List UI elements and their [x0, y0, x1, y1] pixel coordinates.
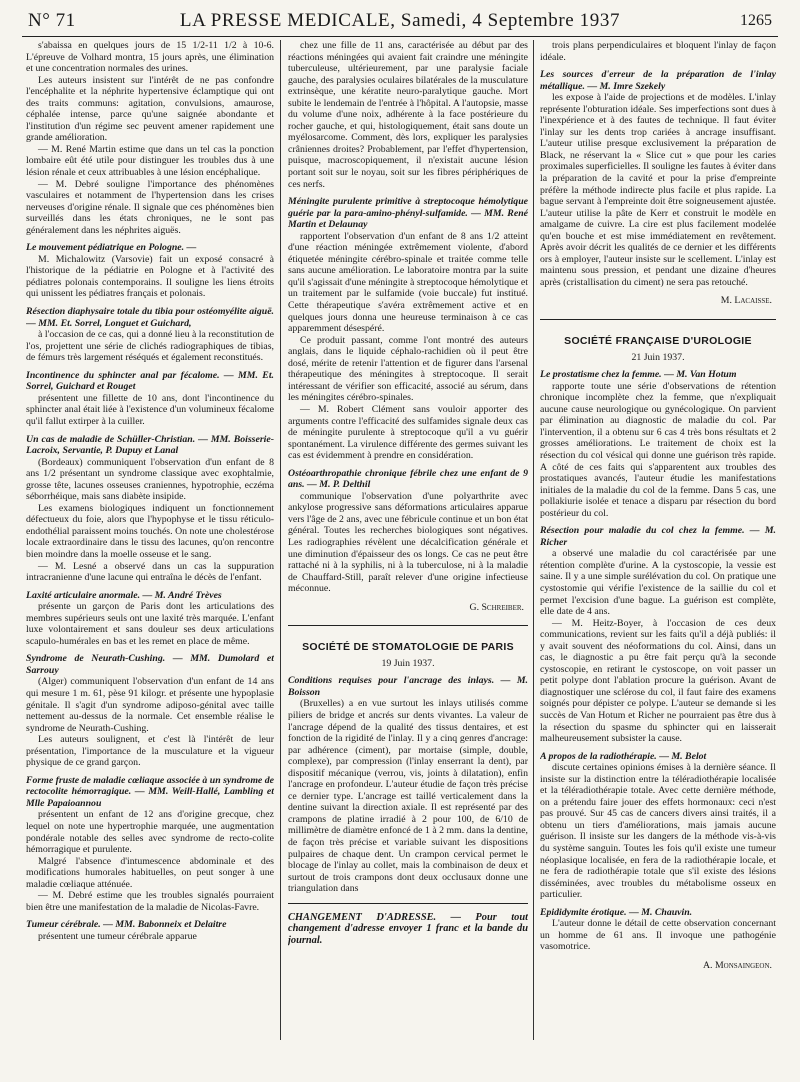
paragraph: Les auteurs insistent sur l'intérêt de ne pas confondre l'encéphalite et la néphrite hypertensive éclamptique qui ont des traits communs: agitation, convulsions, amaurose, céphalée intense, parce qu'une saignée abondante et l'institution d'un régime sec peuvent amener rapidement une grande amélioration. [26, 74, 274, 144]
paragraph: présentent une fillette de 10 ans, dont l'incontinence du sphincter anal était liée à l'existence d'un volumineux fécalome qu'il fallut extirper à la cuiller. [26, 392, 274, 427]
paragraph: à l'occasion de ce cas, qui a donné lieu à la reconstitution de l'os, projettent une série de clichés radiographiques de tibias, de fémurs très largement réséqués et également reconstitués. [26, 329, 274, 364]
article-heading: Forme fruste de maladie cœliaque associée à un syndrome de rectocolite hémorragique. — MM. Weill-Hallé, Lambling et Mlle Papaioannou [26, 774, 274, 809]
paragraph: les expose à l'aide de projections et de modèles. L'inlay représente l'obturation idéale. Ses imperfections sont dues à l'inexpérience et à des fautes de technique. Il faut éviter l'inlay sur les dents trop cariées à ancrage insuffisant. L'auteur utilise presque exclusivement la préparation de Black, ne réservant la « Slice cut » que pour les caries proximales superficielles. Il souligne les fautes à éviter dans la préparation de la cavité et pour la prise d'empreinte préfère la méthode indirecte plus facile et plus rapide. La bague servant à l'empreinte doit être soigneusement ajustée. L'auteur utilise la pâte de Kerr et construit le modèle en amalgame de cuivre. La cire est plus facilement modelée qu'en bouche et est mise immédiatement en revêtement. Après avoir décrit les qualités de ce dernier et les différents ors à employer, l'auteur insiste sur le scellement. L'inlay est maintenu sous pression, et pendant une dizaine d'heures après (cristallisation du ciment) ne sera pas retouché. [540, 92, 776, 288]
paragraph: rapporte toute une série d'observations de rétention chronique incomplète chez la femme, que n'expliquait aucune cause neurologique ou gynécologique. On parvient par élimination au diagnostic de maladie du col. Par l'intervention, il a obtenu sur 6 cas 4 très bons résultats et 2 grosses améliorations. Le traitement de choix est la résection du col vésical qui donne une guérison très rapide. A côté de ces faits qui s'apparentent aux troubles des prostatiques avancés, l'auteur étudie les manifestations initiales de la maladie du col de la femme. Dans 5 cas, une pollakiurie isolée et tenace a disparu par résection du bord postérieur du col. [540, 380, 776, 519]
signature: G. Schreiber. [469, 601, 524, 613]
section-block [540, 319, 776, 348]
article-heading: Le prostatisme chez la femme. — M. Van Hotum [540, 369, 737, 381]
section-block [288, 625, 528, 654]
column-rule [533, 40, 534, 1040]
paragraph: communique l'observation d'une polyarthrite avec ankylose progressive sans déformations articulaires apparue vers l'âge de 2 ans, avec une fébricule continue et un bon état général. Toutes les recherches biologiques sont négatives. Les radiographies révèlent une décalcification générale et une diminution d'épaisseur des os longs. Ce cas ne peut être rattaché ni à la syphilis, ni à la tuberculose, ni à la maladie de Chauffard-Still, paraît relever d'une origine infectieuse méconnue. [288, 490, 528, 595]
article-heading: Syndrome de Neurath-Cushing. — MM. Dumolard et Sarrouy [26, 653, 274, 676]
article-heading: Epididymite érotique. — M. Chauvin. [540, 906, 693, 918]
article-heading: A propos de la radiothérapie. — M. Belot [540, 750, 707, 762]
paragraph: (Alger) communiquent l'observation d'un enfant de 14 ans qui mesure 1 m. 61, pèse 91 kilogr. et présente une hypoplasie génitale. Il s'agit d'un syndrome adiposo-génital avec taille nettement au-dessus de la normale. Cet ensemble réalise le syndrome de Neurath-Cushing. [26, 676, 274, 734]
paragraph: présentent une tumeur cérébrale apparue [38, 930, 197, 942]
paragraph: rapportent l'observation d'un enfant de 8 ans 1/2 atteint d'une réaction méningée extrêmement violente, d'abord étiquetée méningite cérébro-spinale et traitée comme telle sans aucune amélioration. Le laboratoire montra par la suite qu'il s'agissait d'une méningite à streptocoque hémolytique et un traitement par le sulfamide (voie buccale) fut institué. Cette thérapeutique s'avéra extrêmement active et en quelques jours donna une heureuse terminaison à ce cas apparemment désespéré. [288, 230, 528, 335]
article-heading: Méningite purulente primitive à streptocoque hémolytique guérie par la para-amino-phényl-sulfamide. — MM. René Martin et Delaunay [288, 196, 528, 231]
paragraph: (Bruxelles) a en vue surtout les inlays utilisés comme piliers de bridge et ancrés sur dents vivantes. La valeur de l'ancrage dépend de la qualité des tissus dentaires, et est fonction de la rigidité de l'inlay. Il y a cinq genres d'ancrage: par adhérence (ciment), par mortaise (simple, double, complexe), par compression (l'inlay enserrant la dent), par dispositif mécanique (verrou, vis, joints à dilatation), enfin l'ancrage en profondeur. L'auteur étudie de façon très précise ce dernier type. L'ancrage est taillé verticalement dans la dentine suivant la direction axiale. Il est représenté par des crampons de platine irradié à 2 pour 100, de 6/10 de millimètre de diamètre enfoncé de 1 à 2 mm. dans la dentine, de façon très précise et variable suivant les dispositions pulpaires de chaque dent. Un crampon cervical permet le blocage de l'inlay au collet, mais la combinaison de deux et surtout de trois crampons dont deux occlusaux donne une triangulation dans [288, 698, 528, 895]
paragraph: — M. Debré souligne l'importance des phénomènes vasculaires et notamment de l'hypertension dans les crises nerveuses d'origine rénale. Il signale que ces phénomènes bien surveillés dans les états chroniques, ne le sont pas généralement dans les néphrites aiguës. [26, 178, 274, 236]
paragraph: — M. Heitz-Boyer, à l'occasion de ces deux communications, revient sur les faits qu'il a déjà publiés: il y avait souvent des néoformations du col. Ainsi, dans un cas, le diagnostic a pu être fait perçu qu'à la seconde cystoscopie, en retirant le cystoscope, on voit passer un petit polype dont l'ablation procure la guérison. Avant de diagnostiquer une sclérose du col, il faut faire des examens soignés pour dépister ce polype. L'auteur se demande si les succès de Van Hotum et Richer ne pourraient pas être dus à la résection du spasme du sphincter qui en laisserait malheureusement subsister la cause. [540, 617, 776, 745]
section-date: 19 Juin 1937. [381, 657, 435, 669]
section-date: 21 Juin 1937. [631, 351, 685, 363]
paragraph: Malgré l'absence d'intumescence abdominale et des modifications humorales habituelles, on peut songer à une maladie cœliaque atténuée. [26, 855, 274, 890]
paragraph: — M. René Martin estime que dans un tel cas la ponction lombaire eût été utile pour distinguer les troubles dus à une lésion rénale et ceux attribuables à une lésion encéphalique. [26, 143, 274, 179]
article-heading: Les sources d'erreur de la préparation de l'inlay métallique. — M. Imre Szekely [540, 69, 776, 92]
article-heading: Un cas de maladie de Schüller-Christian. — MM. Boisserie-Lacroix, Servantie, P. Dupuy et Lanal [26, 433, 274, 457]
article-heading: Le mouvement pédiatrique en Pologne. — [26, 242, 197, 254]
journal-title: LA PRESSE MEDICALE, Samedi, 4 Septembre 1937 [179, 10, 621, 31]
paragraph: présente un garçon de Paris dont les articulations des membres supérieurs seuls ont une laxité très marquée. L'enfant luxe volontairement et sans douleur ses deux articulations scapulo-humérales en bas et les remet en place de même. [26, 601, 274, 647]
paragraph: discute certaines opinions émises à la dernière séance. Il insiste sur la distinction entre la téléradiothérapie localisée et la téléradiothérapie totale. Avec cette dernière méthode, on a prétendu faire jouer des effets hormonaux: ceci n'est pas prouvé. Sur 45 cas de cancers divers ainsi traités, il a obtenu un tiers d'améliorations, mais jamais aucune guérison. Il insiste sur les dangers de la méthode vis-à-vis du système sanguin. Toutes les fois qu'il existe une tumeur néoplasique localisée, en fera de la radiothérapie locale, et ne fera de radiothérapie totale que s'il existe des lésions disséminées, avec troubles du métabolisme osseux en particulier. [540, 762, 776, 901]
paragraph: M. Michalowitz (Varsovie) fait un exposé consacré à l'historique de la pédiatrie en Pologne et à l'activité des pédiatres polonais contemporains. Il souligne les liens étroits qui unissent les pédiatres français et polonais. [26, 253, 274, 300]
paragraph: (Bordeaux) communiquent l'observation d'un enfant de 8 ans 1/2 présentant un syndrome classique avec exophtalmie, grosse tête, lacunes osseuses craniennes, hypotrophie, eczéma séborrhéique, mais sans diabète insipide. [26, 456, 274, 503]
signature: M. Lacaisse. [720, 295, 772, 307]
paragraph: trois plans perpendiculaires et bloquent l'inlay de façon idéale. [540, 40, 776, 63]
paragraph: Ce produit passant, comme l'ont montré des auteurs anglais, dans le liquide céphalo-rachidien où il peut être dosé, mérite de retenir l'attention et de figurer dans l'arsenal thérapeutique des méningites à streptocoque. Il serait intéressant de vérifier son efficacité, associé au sérum, dans les méningites cérébro-spinales. [288, 334, 528, 404]
article-heading: Laxité articulaire anormale. — M. André Trèves [26, 589, 222, 601]
section-heading: SOCIÉTÉ DE STOMATOLOGIE DE PARIS [302, 641, 514, 654]
page-header [22, 8, 778, 37]
article-heading: Tumeur cérébrale. — MM. Babonneix et Delaitre [26, 919, 227, 931]
article-heading: Résection diaphysaire totale du tibia pour ostéomyélite aiguë. — MM. Et. Sorrel, Longuet et Guichard, [26, 306, 274, 329]
section-heading: SOCIÉTÉ FRANÇAISE D'UROLOGIE [564, 335, 752, 348]
column-left [26, 40, 274, 1078]
paragraph: — M. Robert Clément sans vouloir apporter des arguments contre l'efficacité des sulfamides signale deux cas de méningite purulente à streptocoque qu'il a vu guérir spontanément. La virulence différente des germes suivant les cas est évidemment à prendre en considération. [288, 403, 528, 462]
paragraph: chez une fille de 11 ans, caractérisée au début par des réactions méningées qui avaient fait craindre une méningite tuberculeuse, ultérieurement, par une paralysie faciale gauche, des paralysies oculaires bilatérales de la musculature extrinsèque, une kératite neuro-paralytique gauche. Mort subite le lendemain de l'entrée à l'hôpital. A l'autopsie, masse du volume d'une noix, adhérente à la face postérieure du rocher gauche, et qui, histologiquement, était sans doute un myélosarcome. Comment, dès lors, expliquer les paralysies crâniennes droites? Probablement, par l'effet d'hypertension, puisque, macroscopiquement, il n'existait aucune lésion portant soit sur le noyau, soit sur les fibres périphériques de ces nerfs. [288, 40, 528, 190]
article-heading: Conditions requises pour l'ancrage des inlays. — M. Boisson [288, 675, 528, 698]
paragraph: s'abaissa en quelques jours de 15 1/2-11 1/2 à 10-6. L'épreuve de Volhard montra, 15 jours après, une élimination et une concentration normales des urines. [26, 40, 274, 75]
paragraph: Les auteurs soulignent, et c'est là l'intérêt de leur présentation, l'importance de la musculature et la vigueur physique de ce grand garçon. [26, 734, 274, 769]
paragraph: — M. Debré estime que les troubles signalés pourraient bien être une manifestation de la maladie de Nicolas-Favre. [26, 890, 274, 913]
article-heading: Résection pour maladie du col chez la femme. — M. Richer [540, 525, 776, 548]
article-heading: Incontinence du sphincter anal par fécalome. — MM. Et. Sorrel, Guichard et Rouget [26, 369, 274, 393]
paragraph: a observé une maladie du col caractérisée par une rétention complète d'urine. A la cystoscopie, la vessie est saine. Il y a une simple surélévation du col. On pratique une cystostomie qui vérifie l'existence de la saillie du col et permet l'excision d'une bague. La guérison est complète, elle date de 4 ans. [540, 548, 776, 618]
paragraph: L'auteur donne le détail de cette observation concernant un homme de 61 ans. Il invoque une pathogénie vasomotrice. [540, 918, 776, 953]
signature: A. Monsaingeon. [702, 959, 772, 971]
paragraph: Les examens biologiques indiquent un fonctionnement défectueux du foie, alors que l'hypophyse et le tissu réticulo-endothélial paraissent moins touchés. On note une cholestérose locale extraordinaire dans le tissu des lacunes, qu'on rencontre bien moindre dans la moelle osseuse et le sang. [26, 502, 274, 560]
paragraph: présentent un enfant de 12 ans d'origine grecque, chez lequel on note une hypertrophie marquée, une augmentation pondérale notable des selles avec syndrome de recto-colite hémorragique et purulente. [26, 809, 274, 856]
article-heading: Ostéoarthropathie chronique fébrile chez une enfant de 9 ans. — M. P. Delthil [288, 467, 528, 491]
column-middle [288, 40, 528, 1078]
address-change-notice: CHANGEMENT D'ADRESSE. — Pour tout changement d'adresse envoyer 1 franc et la bande du journal. [288, 903, 528, 947]
page-number: 1265 [740, 12, 772, 29]
paragraph: — M. Lesné a observé dans un cas la suppuration intracranienne d'une lacune qui entraîna le décès de l'enfant. [26, 560, 274, 584]
column-right [540, 40, 776, 1078]
column-rule [280, 40, 281, 1040]
issue-number: N° 71 [28, 10, 76, 31]
